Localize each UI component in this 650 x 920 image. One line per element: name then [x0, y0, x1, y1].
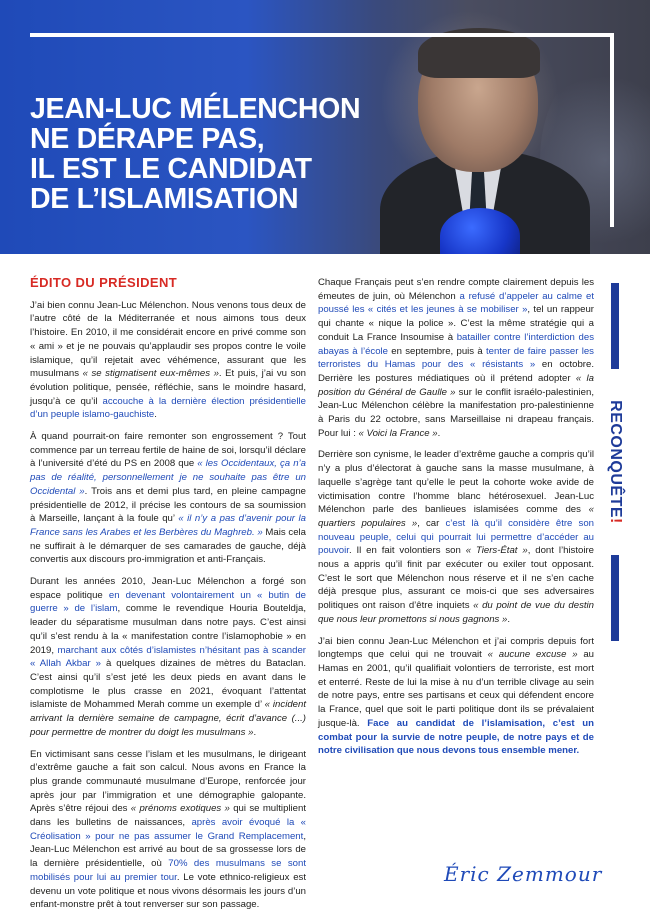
- paragraph: Durant les années 2010, Jean-Luc Mélenchon a forgé son espace politique en devenant volontairement un « butin de guerre » de l’islam, comme le revendique Houria Bouteldja, leader du séparatisme musulman dans notre pays. C’est ainsi qu’il s’est rendu à la « manifestation contre l’islamophobie » en 2019, marchant aux côtés d’islamistes n’hésitant pas à scander « Allah Akbar » à quelques dizaines de mètres du Bataclan. C’est ainsi qu’il s’est jeté les deux pieds en avant dans le complotisme le plus crasse en 2021, évoquant l’attentat islamiste de Mohammed Merah comme un exemple d’ « incident arrivant la dernière semaine de campagne, écrit d’avance (...) pour permettre de montrer du doigt les musulmans ».: [30, 576, 306, 738]
- article-column-right: [318, 276, 594, 766]
- signature: Éric Zemmour: [444, 862, 603, 886]
- header-banner: [0, 0, 650, 254]
- brand-bar-top: [611, 283, 619, 369]
- paragraph: J’ai bien connu Jean-Luc Mélenchon. Nous venons tous deux de l’autre côté de la Méditerranée et nous aimons tous deux l’histoire. En 2010, il me considérait encore en privé comme son « ami » et je ne pouvais qu’applaudir ses propos contre le voile islamique, qu’il rejetait avec véhémence, assurant que les musulmans « se stigmatisent eux-mêmes ». Et puis, j’ai vu son évolution politique, pensée, réfléchie, sans le moindre hasard, jusqu’à ce qu’il accouche à la dernière élection présidentielle d’un peuple islamo-gauchiste.: [30, 299, 306, 421]
- article-column-left: [30, 276, 306, 920]
- page-title: [30, 94, 390, 214]
- brand-bar-bottom: [611, 555, 619, 641]
- edito-heading: ÉDITO DU PRÉSIDENT: [30, 275, 178, 290]
- paragraph: J’ai bien connu Jean-Luc Mélenchon et j’ai compris depuis fort longtemps que celui qui ne trouvait « aucune excuse » au Hamas en 2001, qu’il qualifiait volontiers de terroriste, est mort et enterré. Reste de lui la mise à nu d’un terrible clivage au sein de notre pays, entre ses partisans et ceux qui défendent encore la France, quel que soit le parti politique dont ils se prévalaient jusque-là. Face au candidat de l’islamisation, c’est un combat pour la survie de notre peuple, de notre pays et de notre civilisation que nous devons tous ensemble mener.: [318, 635, 595, 757]
- title-line: JEAN-LUC MÉLENCHON: [30, 93, 361, 125]
- paragraph: À quand pourrait-on faire remonter son engrossement ? Tout commence par un terreau fertile de haine de soi, lorsqu’il déclare à l’université d’été du PS en 2008 que « les Occidentaux, ça n’a pas de réalité, personnellement je ne souhaite pas être un Occidental ». Trois ans et demi plus tard, en pleine campagne présidentielle de 2012, il précise les contours de sa soumission à Marseille, lançant à la foule qu’ « il n’y a pas d’avenir pour la France sans les Arabes et les Berbères du Maghreb. » Mais cela ne suffirait à le démarquer de ses camarades de gauche, déjà convertis aux discours pro-immigration et anti-Français.: [30, 431, 306, 566]
- title-line: DE L’ISLAMISATION: [30, 183, 299, 215]
- paragraph: Chaque Français peut s’en rendre compte clairement depuis les émeutes de juin, où Mélenchon a refusé d’appeler au calme et poussé les « cités et les jeunes à se mobiliser », tel un rappeur qui chante « nique la police ». C’est la même stratégie qui a conduit La France Insoumise à batailler contre l’interdiction des abayas à l’école en septembre, puis à tenter de faire passer les terroristes du Hamas pour des « résistants » en octobre. Derrière les postures médiatiques où il prétend adopter « la position du Général de Gaulle » sur le conflit israélo-palestinien, Jean-Luc Mélenchon célèbre la manifestation pro-palestinienne à Paris du 22 octobre, sans Marseillaise ni drapeau français. Pour lui : « Voici la France ».: [318, 277, 594, 439]
- brand-logo: RECONQUÊTE!: [607, 400, 624, 524]
- title-line: IL EST LE CANDIDAT: [30, 153, 312, 185]
- paragraph: En victimisant sans cesse l’islam et les musulmans, le dirigeant d’extrême gauche a fait son calcul. Nous avons en France la plus grande communauté musulmane d’Europe, renforcée jour après jour par l’immigration et une démographie galopante. Après s’être réjoui des « prénoms exotiques » qui se multiplient dans les bulletins de naissances, après avoir évoqué la « Créolisation » pour ne pas assumer le Grand Remplacement, Jean-Luc Mélenchon est arrivé au bout de sa grossesse lors de la dernière présidentielle, où 70% des musulmans se sont mobilisés pour lui au premier tour. Le vote ethnico-religieux est devenu un vote politique et nous vivons désormais les jours d’un enfant-monstre prêt à tout renverser sur son passage.: [30, 748, 307, 911]
- paragraph: Derrière son cynisme, le leader d’extrême gauche a compris qu’il n’y a plus d’électorat à gauche sans la masse musulmane, à laquelle s’agrège tant qu’elle le peut la cohorte woke avide de victimisation contre l’homme blanc hétérosexuel. Jean-Luc Mélenchon parle des banlieues islamisées comme des « quartiers populaires », car c’est là qu’il considère être son nouveau peuple, celui qui pourrait lui permettre d’accéder au pouvoir. Il en fait volontiers son « Tiers-État », dont l’histoire nous a appris qu’il finit par exécuter ou exiler tout opposant. C’est le sort que Mélenchon nous réserve et il ne s’en cache déjà presque plus, assurant ce mois-ci que ses adversaires politiques ont raison d’être inquiets « du point de vue du destin que nous leur promettons si nous gagnons ».: [318, 449, 595, 625]
- title-line: NE DÉRAPE PAS,: [30, 123, 265, 155]
